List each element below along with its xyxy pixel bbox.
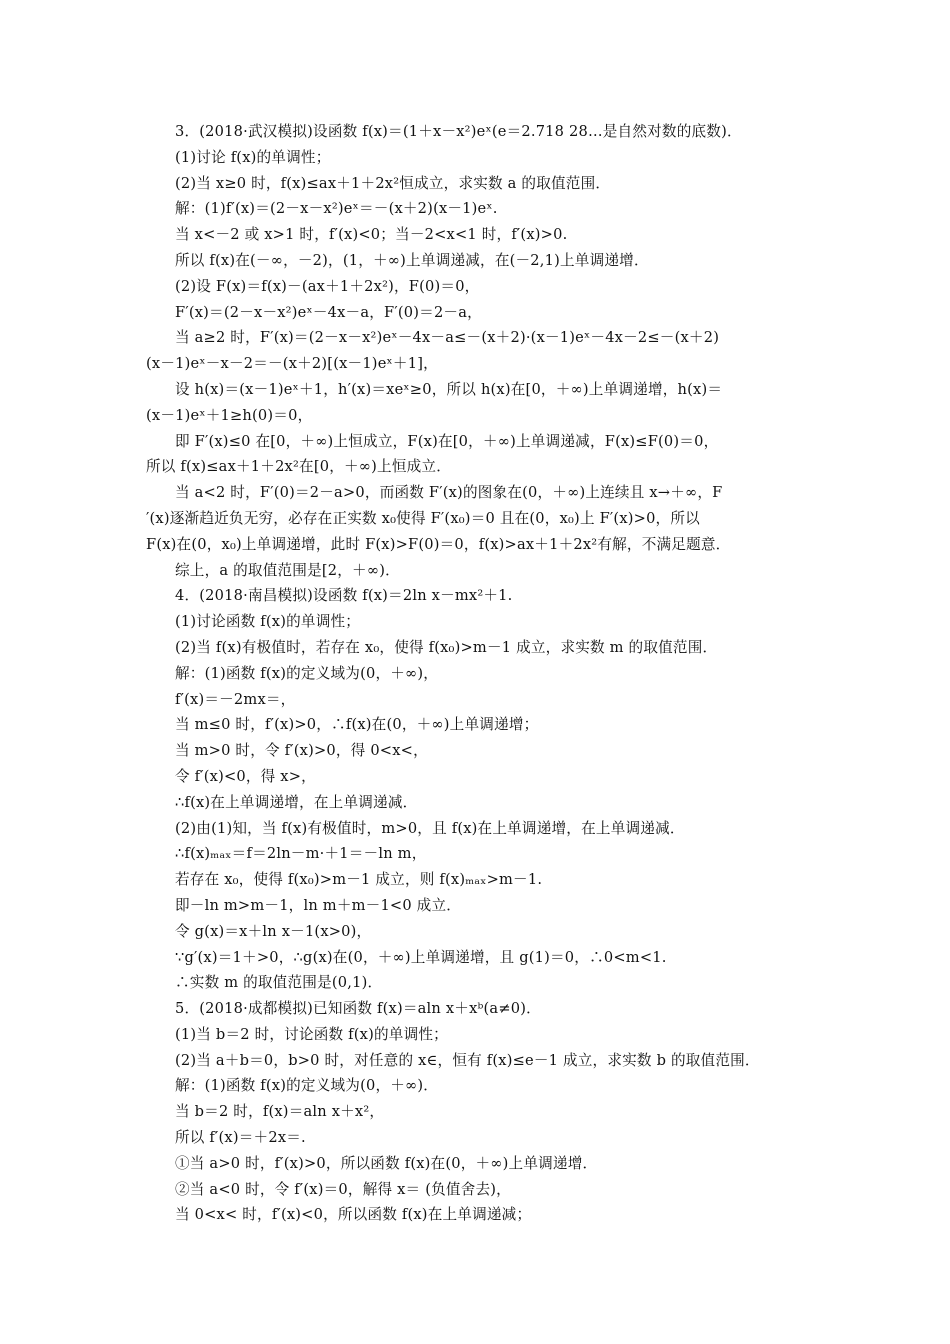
text-line: 解：(1)f′(x)＝(2－x－x²)eˣ＝－(x＋2)(x－1)eˣ. <box>175 200 498 218</box>
text-line: (1)讨论 f(x)的单调性； <box>175 148 331 166</box>
text-line: ∴f(x)在上单调递增，在上单调递减． <box>175 793 418 811</box>
text-line: 所以 f(x)在(－∞，－2)，(1，＋∞)上单调递减，在(－2,1)上单调递增． <box>175 251 649 269</box>
text-line: 当 a≥2 时，F′(x)＝(2－x－x²)eˣ－4x－a≤－(x＋2)·(x－1)eˣ－4x－2≤－(x＋2) <box>175 329 720 347</box>
text-line: F(x)在(0，x₀)上单调递增，此时 F(x)>F(0)＝0，f(x)>ax＋1＋2x²有解，不满足题意． <box>146 535 731 553</box>
text-line: 当 b＝2 时，f(x)＝aln x＋x²， <box>175 1103 385 1121</box>
text-line: 4．(2018·南昌模拟)设函数 f(x)＝2ln x－mx²＋1. <box>175 587 513 605</box>
text-line: (x－1)eˣ＋1≥h(0)＝0， <box>146 406 313 424</box>
text-line: f′(x)＝－2mx＝， <box>175 690 296 708</box>
text-line: (2)由(1)知，当 f(x)有极值时，m>0，且 f(x)在上单调递增，在上单调递减． <box>175 819 685 837</box>
text-line: 所以 f′(x)＝＋2x＝. <box>175 1129 306 1147</box>
text-line: ∴实数 m 的取值范围是(0,1)． <box>175 974 383 992</box>
text-line: ∵g′(x)＝1＋>0，∴g(x)在(0，＋∞)上单调递增，且 g(1)＝0，∴0<m<1. <box>175 948 667 966</box>
text-line: (x－1)eˣ－x－2＝－(x＋2)[(x－1)eˣ＋1]， <box>146 355 438 373</box>
text-line: (2)当 f(x)有极值时，若存在 x₀，使得 f(x₀)>m－1 成立，求实数 m 的取值范围． <box>175 638 718 656</box>
text-line: 5．(2018·成都模拟)已知函数 f(x)＝aln x＋xᵇ(a≠0)． <box>175 1000 541 1018</box>
text-line: 综上，a 的取值范围是[2，＋∞)． <box>175 561 400 579</box>
text-line: 若存在 x₀，使得 f(x₀)>m－1 成立，则 f(x)ₘₐₓ>m－1. <box>175 871 543 889</box>
text-line: 3．(2018·武汉模拟)设函数 f(x)＝(1＋x－x²)eˣ(e＝2.718 28…是自然对数的底数)． <box>175 123 742 140</box>
text-line: ∴f(x)ₘₐₓ＝f＝2ln－m·＋1＝－ln m， <box>175 845 427 863</box>
text-line: 所以 f(x)≤ax＋1＋2x²在[0，＋∞)上恒成立． <box>146 458 452 476</box>
text-line: ①当 a>0 时，f′(x)>0，所以函数 f(x)在(0，＋∞)上单调递增． <box>175 1154 598 1172</box>
text-line: (1)当 b＝2 时，讨论函数 f(x)的单调性； <box>175 1025 448 1043</box>
text-line: (2)当 a＋b＝0，b>0 时，对任意的 x∈，恒有 f(x)≤e－1 成立，求实数 b 的取值范围． <box>175 1051 760 1069</box>
text-line: (1)讨论函数 f(x)的单调性； <box>175 613 361 631</box>
text-line: 当 0<x< 时，f′(x)<0，所以函数 f(x)在上单调递减； <box>175 1206 532 1224</box>
text-line: 当 m>0 时，令 f′(x)>0，得 0<x<， <box>175 742 428 760</box>
text-line: 设 h(x)＝(x－1)eˣ＋1，h′(x)＝xeˣ≥0，所以 h(x)在[0，＋∞)上单调递增，h(x)＝ <box>175 380 723 398</box>
text-line: ②当 a<0 时，令 f′(x)＝0，解得 x＝ (负值舍去)， <box>175 1180 511 1198</box>
document-body <box>146 119 826 1228</box>
text-line: F′(x)＝(2－x－x²)eˣ－4x－a，F′(0)＝2－a， <box>175 303 482 321</box>
text-line: 即 F′(x)≤0 在[0，＋∞)上恒成立，F(x)在[0，＋∞)上单调递减，F(x)≤F(0)＝0， <box>175 432 719 450</box>
text-line: 解：(1)函数 f(x)的定义域为(0，＋∞)． <box>175 1077 439 1095</box>
text-line: 令 f′(x)<0，得 x>， <box>175 767 316 785</box>
text-line: 当 x<－2 或 x>1 时，f′(x)<0；当－2<x<1 时，f′(x)>0. <box>175 226 568 244</box>
text-line: ′(x)逐渐趋近负无穷，必存在正实数 x₀使得 F′(x₀)＝0 且在(0，x₀)上 F′(x)>0，所以 <box>146 509 700 527</box>
text-line: 当 m≤0 时，f′(x)>0，∴f(x)在(0，＋∞)上单调递增； <box>175 716 539 734</box>
text-line: (2)设 F(x)＝f(x)－(ax＋1＋2x²)，F(0)＝0， <box>175 277 480 295</box>
text-line: 解：(1)函数 f(x)的定义域为(0，＋∞)， <box>175 664 439 682</box>
text-line: 令 g(x)＝x＋ln x－1(x>0)， <box>175 922 372 940</box>
text-line: (2)当 x≥0 时，f(x)≤ax＋1＋2x²恒成立，求实数 a 的取值范围． <box>175 174 611 192</box>
text-line: 即－ln m>m－1，ln m＋m－1<0 成立． <box>175 896 462 914</box>
text-line: 当 a<2 时，F′(0)＝2－a>0，而函数 F′(x)的图象在(0，＋∞)上连续且 x→＋∞，F <box>175 484 723 502</box>
